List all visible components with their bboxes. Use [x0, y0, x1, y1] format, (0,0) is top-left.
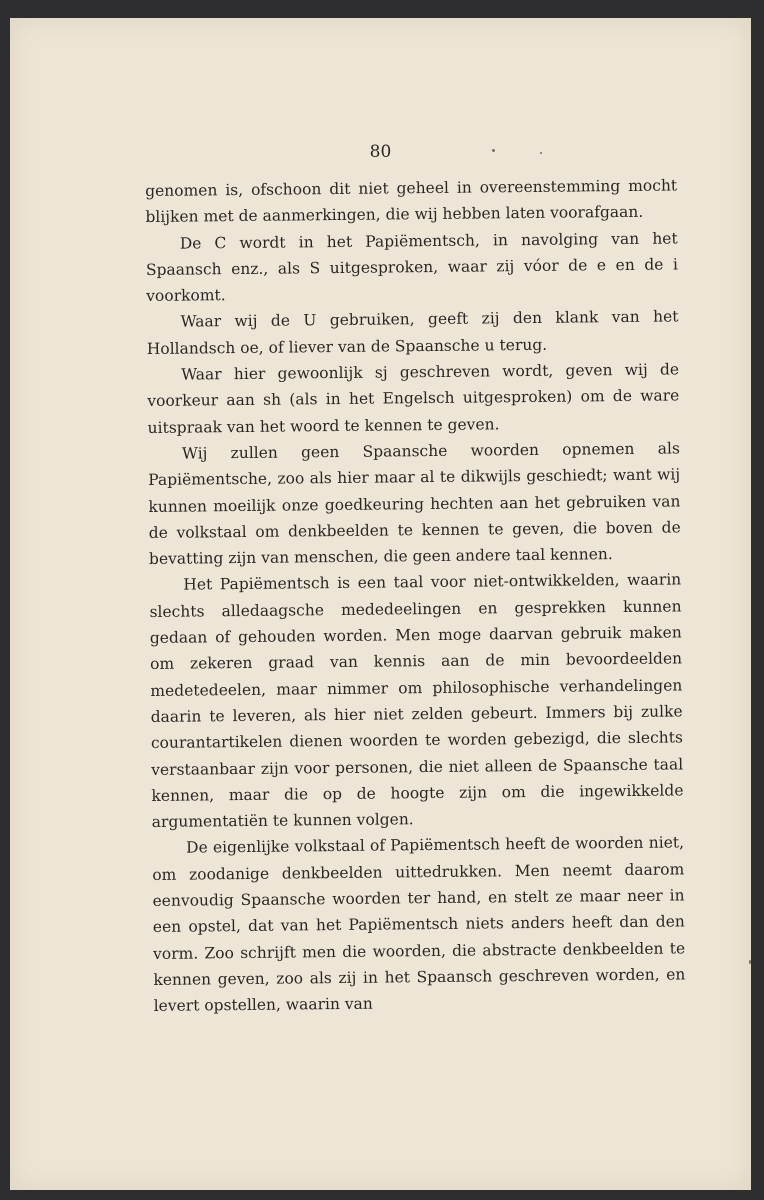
book-page: [10, 18, 751, 1190]
paragraph: Waar hier gewoonlijk sj geschreven wordt, geven wij de voorkeur aan sh (als in het Engelsch uitgesproken) om de ware uitspraak van het woord te kennen te geven.: [147, 360, 680, 437]
paper-speck: [492, 149, 495, 152]
paragraph: Het Papiëmentsch is een taal voor niet-ontwikkelden, waarin slechts alledaagsche mededeelingen en gesprekken kunnen gedaan of gehouden worden. Men moge daarvan gebruik maken om zekeren graad van kennis aan de min bevoordeelden medetedeelen, maar nimmer om philosophische verhandelingen daarin te leveren, als hier niet zelden gebeurt. Immers bij zulke courantartikelen dienen woorden te worden gebezigd, die slechts verstaanbaar zijn voor personen, die niet alleen de Spaansche taal kennen, maar die op de hoogte zijn om die ingewikkelde argumentatiën te kunnen volgen.: [149, 570, 684, 832]
page-number: 80: [369, 142, 392, 162]
paragraph: genomen is, ofschoon dit niet geheel in overeenstemming mocht blijken met de aanmerkingen, die wij hebben laten voorafgaan.: [145, 176, 678, 227]
paragraph: De C wordt in het Papiëmentsch, in navolging van het Spaansch enz., als S uitgesproken, waar zij vóor de e en de i voorkomt.: [145, 229, 679, 306]
body-text: [145, 172, 686, 1019]
paragraph: Wij zullen geen Spaansche woorden opnemen als Papiëmentsche, zoo als hier maar al te dikwijls geschiedt; want wij kunnen moeilijk onze goedkeuring hechten aan het gebruiken van de volkstaal om denkbeelden te kennen te geven, die boven de bevatting zijn van menschen, die geen andere taal kennen.: [148, 439, 681, 569]
paper-speck: [540, 152, 542, 154]
paragraph: De eigenlijke volkstaal of Papiëmentsch heeft de woorden niet, om zoodanige denkbeelden uittedrukken. Men neemt daarom eenvoudig Spaansche woorden ter hand, en stelt ze maar neer in een opstel, dat van het Papiëmentsch niets anders heeft dan den vorm. Zoo schrijft men die woorden, die abstracte denkbeelden te kennen geven, zoo als zij in het Spaansch geschreven worden, en levert opstellen, waarin van: [152, 833, 686, 1016]
paper-speck: [749, 960, 751, 964]
paragraph: Waar wij de U gebruiken, geeft zij den klank van het Hollandsch oe, of liever van de Spaansche u terug.: [146, 307, 679, 358]
